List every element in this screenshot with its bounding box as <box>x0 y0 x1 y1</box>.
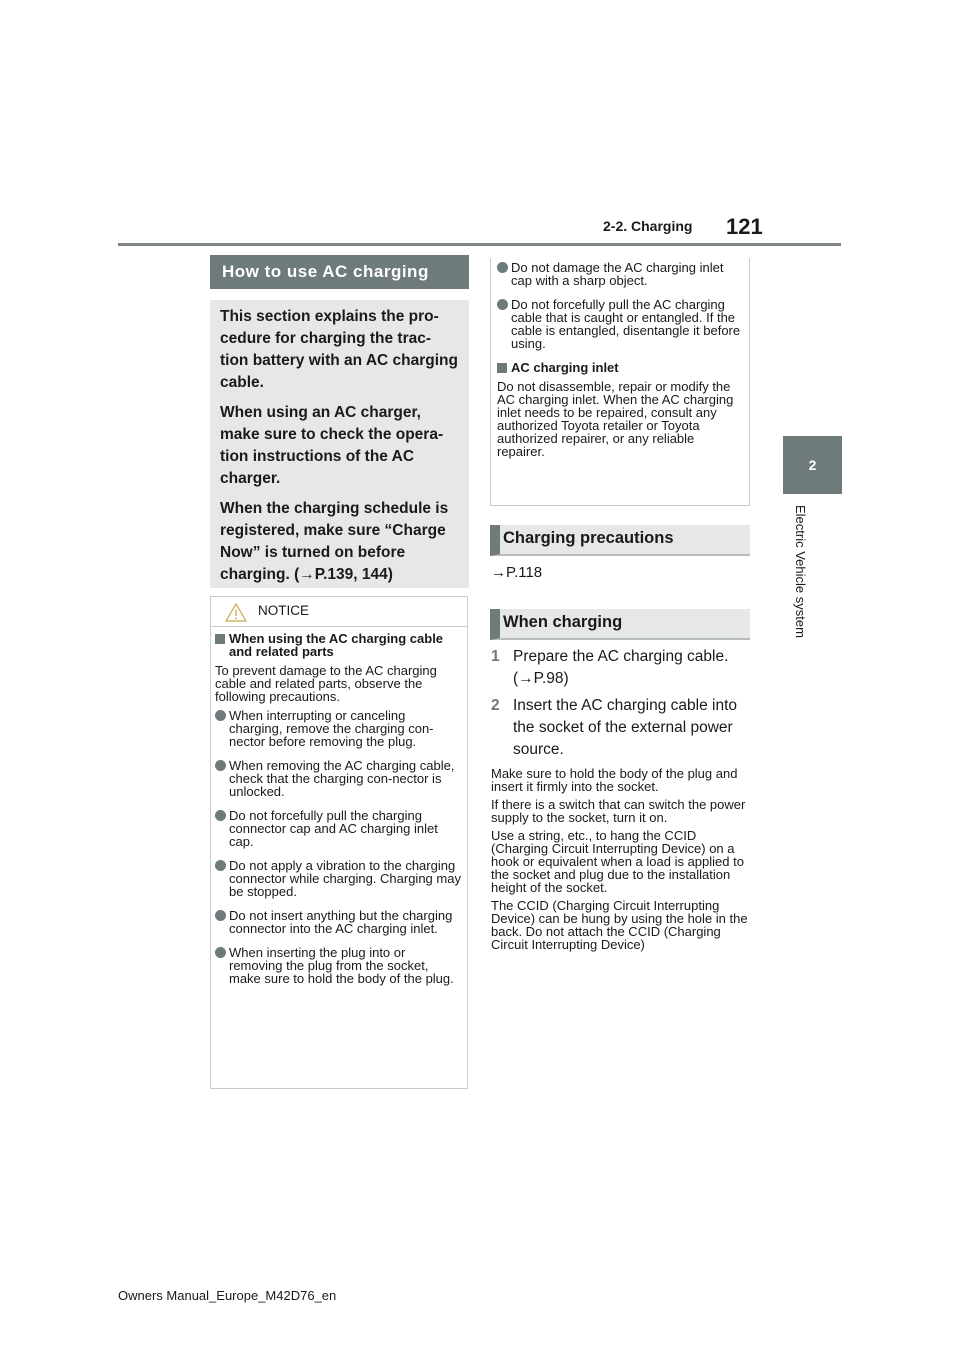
notice-bullet-text: When inserting the plug into or removing the plug from the socket, make sure to hold the body of the plug. <box>229 945 454 986</box>
notice-bullet <box>215 946 462 985</box>
note-paragraph: Make sure to hold the body of the plug and insert it firmly into the socket. <box>491 766 738 794</box>
notice-bullet <box>215 809 462 848</box>
notice-bullet-text: Do not damage the AC charging inlet cap with a sharp object. <box>511 260 724 288</box>
note-paragraph: The CCID (Charging Circuit Interrupting Device) can be hung by using the hole in the back. Do not attach the CCID (Charging Circuit Interrupting Device) <box>491 898 748 952</box>
notice-subheading <box>215 632 462 658</box>
step-text: Prepare the AC charging cable. (→P.98) <box>513 648 729 687</box>
square-bullet-icon <box>497 363 507 373</box>
notice-bullet <box>215 909 462 935</box>
notice-header <box>211 597 467 627</box>
section-label: 2-2. Charging <box>603 218 693 234</box>
chapter-tab: 2 <box>783 436 842 494</box>
notice-bullet-text: When removing the AC charging cable, check that the charging con-nector is unlocked. <box>229 758 455 799</box>
bullet-dot-icon <box>497 262 508 273</box>
notice-bullet <box>215 709 462 748</box>
notice-box <box>210 596 468 1089</box>
notice-bullet-text: Do not insert anything but the charging connector into the AC charging inlet. <box>229 908 453 936</box>
page-reference-link[interactable]: →P.118 <box>491 564 543 581</box>
chapter-label-text: Electric Vehicle system <box>793 505 808 638</box>
step-item <box>491 695 751 761</box>
footer-doc-id: Owners Manual_Europe_M42D76_en <box>118 1288 337 1303</box>
notice-bullet <box>215 859 462 898</box>
bullet-dot-icon <box>215 810 226 821</box>
notice-bullet-text: When interrupting or canceling charging, remove the charging con-nector before removing the plug. <box>229 708 434 749</box>
notice-bullet-text: Do not forcefully pull the AC charging cable that is caught or entangled. If the cable is entangled, disentangle it before using. <box>511 297 741 351</box>
when-charging-heading: When charging <box>490 609 750 640</box>
notice-body <box>211 627 467 985</box>
notice-subheading <box>497 361 743 374</box>
bullet-dot-icon <box>215 710 226 721</box>
intro-paragraph: This section explains the pro-cedure for charging the trac-tion battery with an AC charging cable. <box>220 308 458 391</box>
header-rule <box>118 243 841 246</box>
notice-intro: To prevent damage to the AC charging cable and related parts, observe the following precautions. <box>215 663 437 704</box>
page-number: 121 <box>726 214 763 239</box>
notice-bullet-text: Do not forcefully pull the charging connector cap and AC charging inlet cap. <box>229 808 438 849</box>
note-paragraph: If there is a switch that can switch the power supply to the socket, turn it on. <box>491 797 746 825</box>
notice-title: NOTICE <box>258 603 310 618</box>
notice-bullet <box>497 298 743 350</box>
notice-bullet <box>497 261 743 287</box>
notice-continued-box <box>490 258 750 506</box>
step-number: 1 <box>491 648 500 665</box>
bullet-dot-icon <box>215 947 226 958</box>
intro-box <box>210 300 469 588</box>
charging-precautions-heading: Charging precautions <box>490 525 750 556</box>
step-text: Insert the AC charging cable into the socket of the external power source. <box>513 697 738 758</box>
notice-bullet <box>215 759 462 798</box>
bullet-dot-icon <box>215 760 226 771</box>
note-paragraph: Use a string, etc., to hang the CCID (Charging Circuit Interrupting Device) on a hook or equivalent when a load is applied to the socket and plug due to the installation height of the socket. <box>491 828 744 895</box>
step-number: 2 <box>491 697 500 714</box>
charging-notes <box>491 767 749 956</box>
bullet-dot-icon <box>215 910 226 921</box>
square-bullet-icon <box>215 634 225 644</box>
intro-paragraph: When the charging schedule is registered, make sure “Charge Now” is turned on before charging. (→P.139, 144) <box>220 500 449 583</box>
chapter-label <box>792 505 812 675</box>
step-item <box>491 646 751 690</box>
bullet-dot-icon <box>215 860 226 871</box>
notice-subheading-text: AC charging inlet <box>511 360 619 375</box>
inlet-text: Do not disassemble, repair or modify the AC charging inlet. When the AC charging inlet needs to be repaired, consult any authorized Toyota retailer or Toyota authorized repairer, or any reliable repairer. <box>497 379 734 459</box>
intro-paragraph: When using an AC charger, make sure to check the opera-tion instructions of the AC charger. <box>220 404 444 487</box>
bullet-dot-icon <box>497 299 508 310</box>
notice-subheading-text: When using the AC charging cable and related parts <box>229 631 444 659</box>
warning-icon <box>225 603 247 622</box>
main-heading: How to use AC charging <box>210 255 469 289</box>
notice-bullet-text: Do not apply a vibration to the charging connector while charging. Charging may be stopped. <box>229 858 461 899</box>
